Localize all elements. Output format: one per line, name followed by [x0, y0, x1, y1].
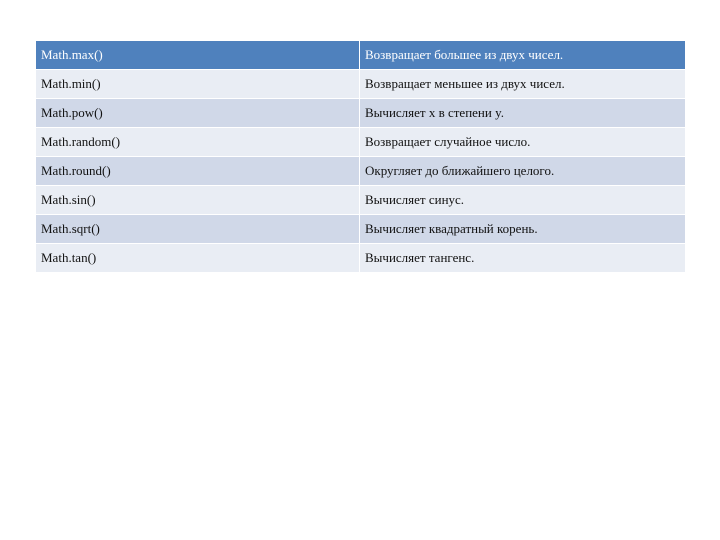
table-row [36, 99, 686, 128]
method-cell: Math.sin() [36, 186, 360, 215]
method-cell: Math.round() [36, 157, 360, 186]
description-cell: Вычисляет тангенс. [360, 244, 686, 273]
method-cell: Math.min() [36, 70, 360, 99]
table-row [36, 157, 686, 186]
method-cell: Math.sqrt() [36, 215, 360, 244]
math-methods-table [36, 41, 686, 273]
description-cell: Возвращает большее из двух чисел. [360, 41, 686, 70]
method-cell: Math.max() [36, 41, 360, 70]
description-cell: Вычисляет синус. [360, 186, 686, 215]
description-cell: Округляет до ближайшего целого. [360, 157, 686, 186]
table-row [36, 244, 686, 273]
table-header-row [36, 41, 686, 70]
description-cell: Возвращает случайное число. [360, 128, 686, 157]
table-row [36, 215, 686, 244]
description-cell: Вычисляет x в степени y. [360, 99, 686, 128]
method-cell: Math.random() [36, 128, 360, 157]
method-cell: Math.pow() [36, 99, 360, 128]
description-cell: Возвращает меньшее из двух чисел. [360, 70, 686, 99]
description-cell: Вычисляет квадратный корень. [360, 215, 686, 244]
table-row [36, 186, 686, 215]
table-row [36, 128, 686, 157]
method-cell: Math.tan() [36, 244, 360, 273]
table-row [36, 70, 686, 99]
